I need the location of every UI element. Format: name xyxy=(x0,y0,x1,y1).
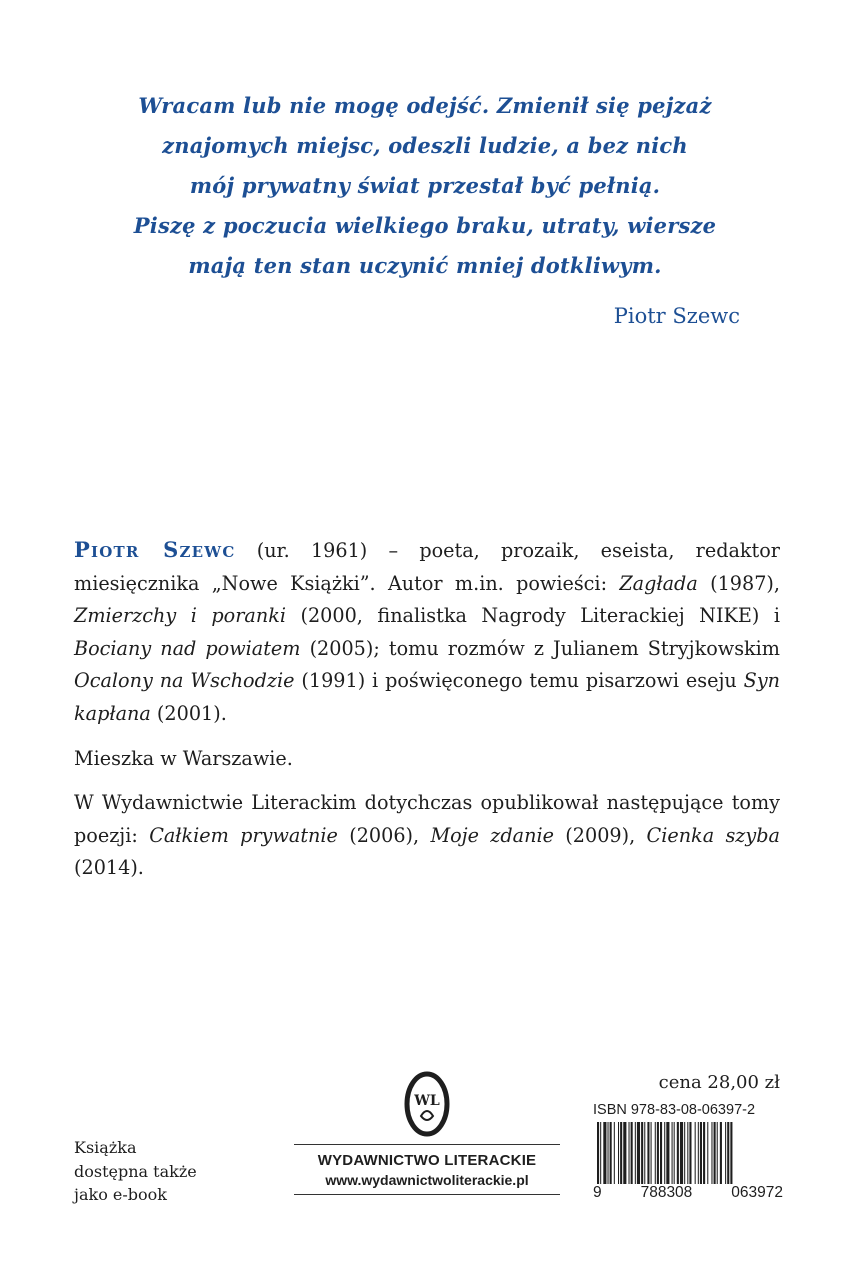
back-cover-quote xyxy=(60,86,790,286)
barcode-bar xyxy=(664,1122,665,1184)
price-label: cena 28,00 zł xyxy=(658,1072,780,1093)
barcode-bar xyxy=(647,1122,649,1184)
book-title: Bociany nad powiatem xyxy=(74,636,301,660)
barcode-bar xyxy=(689,1122,691,1184)
barcode-bar xyxy=(660,1122,662,1184)
isbn-barcode xyxy=(593,1122,783,1184)
publisher-name: WYDAWNICTWO LITERACKIE xyxy=(317,1152,537,1169)
barcode-bar xyxy=(730,1122,732,1184)
quote-line: Piszę z poczucia wielkiego braku, utraty, wiersze xyxy=(133,213,717,238)
book-title: Moje zdanie xyxy=(430,823,554,847)
barcode-bar xyxy=(687,1122,688,1184)
ebook-note-line: Książka xyxy=(74,1138,137,1157)
barcode-bar xyxy=(714,1122,716,1184)
divider xyxy=(294,1194,560,1195)
barcode-bar xyxy=(618,1122,619,1184)
bio-paragraph-1: Piotr Szewc (ur. 1961) – poeta, prozaik, eseista, redaktor miesięcznika „Nowe Książki”. Autor m.in. powieści: Zagłada (1987), Zmierzchy i poranki (2000, finalistka Nagrody Literackiej NIKE) i Bociany nad powiatem (2005); tomu rozmów z Julianem Stryjkowskim Ocalony na Wschodzie (1991) i poświęconego temu pisarzowi eseju Syn kapłana (2001). xyxy=(74,537,781,725)
ebook-note-line: jako e-book xyxy=(74,1185,167,1204)
book-title: Całkiem prywatnie xyxy=(149,823,338,847)
barcode-bar xyxy=(629,1122,630,1184)
barcode-bar xyxy=(720,1122,722,1184)
barcode-digits xyxy=(593,1184,783,1202)
quote-line: mają ten stan uczynić mniej dotkliwym. xyxy=(188,253,662,278)
isbn-label: ISBN 978-83-08-06397-2 xyxy=(593,1102,756,1118)
book-title: Zagłada xyxy=(619,571,698,595)
publisher-logo-icon xyxy=(402,1068,452,1138)
barcode-bar xyxy=(597,1122,599,1184)
barcode-bar xyxy=(672,1122,673,1184)
barcode-digit-group: 788308 xyxy=(640,1184,693,1201)
quote-line: znajomych miejsc, odeszli ludzie, a bez nich xyxy=(162,133,688,158)
barcode-bar xyxy=(603,1122,606,1184)
barcode-digit-group: 063972 xyxy=(731,1184,783,1201)
barcode-bar xyxy=(641,1122,643,1184)
barcode-bar xyxy=(727,1122,729,1184)
publisher-url: www.wydawnictwoliterackie.pl xyxy=(325,1172,529,1188)
barcode-bar xyxy=(620,1122,622,1184)
barcode-bar xyxy=(637,1122,640,1184)
barcode-bar xyxy=(600,1122,601,1184)
book-title: Zmierzchy i poranki xyxy=(74,604,286,628)
bio-paragraph-3: W Wydawnictwie Literackim dotychczas opublikował następujące tomy poezji: Całkiem prywatnie (2006), Moje zdanie (2009), Cienka szyba (2014). xyxy=(74,791,780,880)
barcode-bar xyxy=(680,1122,683,1184)
barcode-digit-group: 9 xyxy=(593,1184,602,1201)
logo-lettering: WL xyxy=(414,1093,440,1109)
barcode-bar xyxy=(717,1122,718,1184)
barcode-bar xyxy=(631,1122,633,1184)
barcode-bar xyxy=(711,1122,712,1184)
publisher-block xyxy=(294,1068,560,1195)
quote-line: Wracam lub nie mogę odejść. Zmienił się pejzaż xyxy=(138,93,712,118)
barcode-bar xyxy=(695,1122,696,1184)
barcode-bar xyxy=(623,1122,626,1184)
barcode-bar xyxy=(684,1122,685,1184)
barcode-bar xyxy=(703,1122,705,1184)
book-title: Ocalony na Wschodzie xyxy=(74,669,295,693)
barcode-bar xyxy=(651,1122,652,1184)
barcode-bar xyxy=(700,1122,702,1184)
barcode-bar xyxy=(655,1122,656,1184)
bio-paragraph-2: Mieszka w Warszawie. xyxy=(74,746,293,770)
book-title: Cienka szyba xyxy=(646,823,780,847)
barcode-bar xyxy=(657,1122,659,1184)
quote-line: mój prywatny świat przestał być pełnią. xyxy=(189,173,661,198)
book-title: Syn kapłana xyxy=(74,669,781,725)
barcode-bar xyxy=(614,1122,615,1184)
barcode-bar xyxy=(644,1122,645,1184)
barcode-bar xyxy=(707,1122,708,1184)
barcode-bar xyxy=(666,1122,669,1184)
ebook-note xyxy=(74,1136,197,1207)
barcode-bar xyxy=(674,1122,675,1184)
barcode-bar xyxy=(698,1122,699,1184)
barcode-bar xyxy=(608,1122,609,1184)
author-biography xyxy=(74,534,780,897)
ebook-note-line: dostępna także xyxy=(74,1161,197,1181)
barcode-bar xyxy=(635,1122,636,1184)
barcode-bar xyxy=(610,1122,612,1184)
barcode-bar xyxy=(725,1122,726,1184)
quote-author: Piotr Szewc xyxy=(613,304,740,328)
author-name: Piotr Szewc xyxy=(74,537,236,562)
divider xyxy=(294,1144,560,1145)
barcode-bar xyxy=(677,1122,679,1184)
